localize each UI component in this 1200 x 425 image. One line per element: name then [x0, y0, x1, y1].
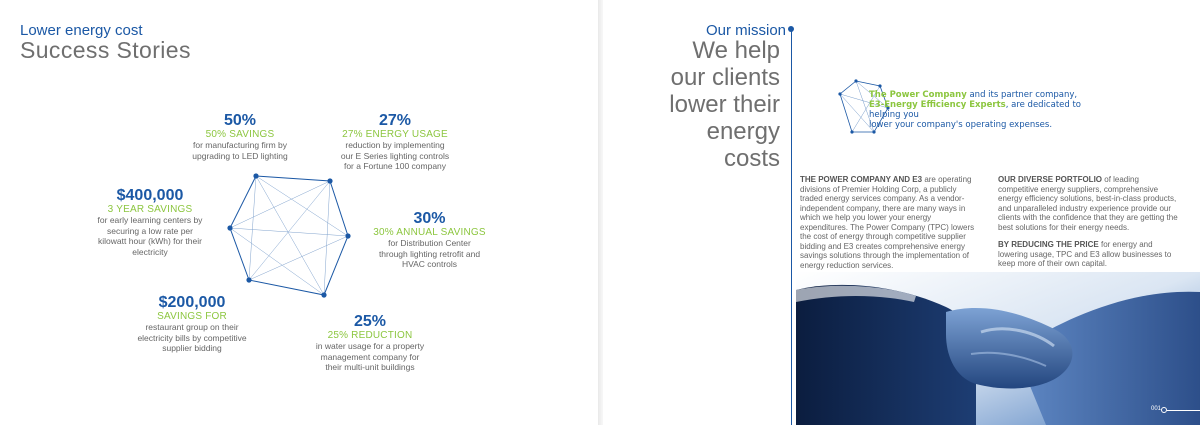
para-lead: OUR DIVERSE PORTFOLIO	[998, 175, 1103, 184]
stat-400000	[90, 187, 210, 257]
para-body: of leading competitive energy suppliers, comprehensive energy efficiency solutions, best-in-class products, and unparalleled industry experience provide our clients with the confidence that they are getting the best solutions for their energy needs.	[998, 175, 1178, 232]
para-lead: BY REDUCING THE PRICE	[998, 240, 1099, 249]
para-body: are operating divisions of Premier Holding Corp, a publicly traded energy services company. As a vendor-independent company, there are many ways in which we help you lower your energy expenditures. The Power Company (TPC) lowers the cost of energy through competitive supplier bidding and E3 creates comprehensive energy savings solutions through the implementation of energy reduction services.	[800, 175, 975, 270]
mission-title-line: our clients	[670, 64, 780, 91]
stat-tag: 30% ANNUAL SAVINGS	[373, 227, 486, 238]
stat-tag: 50% SAVINGS	[205, 129, 275, 140]
para-lead: THE POWER COMPANY AND E3	[800, 175, 923, 184]
stat-desc-line: for Distribution Center	[388, 238, 471, 248]
stat-25-percent	[300, 313, 440, 373]
stat-desc-line: upgrading to LED lighting	[192, 150, 288, 161]
stat-30-percent	[367, 210, 492, 270]
handshake-photo	[796, 272, 1200, 425]
mission-title-line: energy	[706, 118, 780, 145]
body-column-1	[800, 175, 980, 278]
stat-200000	[127, 294, 257, 354]
para-body: for energy and lowering usage, TPC and E3 allow businesses to keep more of their own capital.	[998, 240, 1172, 268]
stat-desc-line: kilowatt hour (kWh) for their	[98, 236, 202, 246]
stat-number: 30%	[413, 210, 446, 227]
stat-desc-line: management company for	[320, 351, 420, 362]
stat-tag: 25% REDUCTION	[327, 330, 413, 341]
stat-27-percent	[330, 112, 460, 172]
left-kicker: Lower energy cost	[20, 22, 143, 39]
stat-tag: SAVINGS FOR	[157, 311, 227, 322]
mission-title-line: costs	[723, 145, 780, 172]
intro-text: lower your company's operating expenses.	[869, 120, 1053, 130]
body-column-2	[998, 175, 1178, 277]
stat-desc-line: reduction by implementing	[345, 140, 445, 150]
stat-tag: 3 YEAR SAVINGS	[107, 204, 193, 215]
stat-desc-line: electricity	[132, 246, 168, 257]
mission-title	[580, 37, 780, 172]
stat-number: $200,000	[158, 294, 226, 311]
stat-number: $400,000	[116, 187, 184, 204]
stat-number: 25%	[353, 313, 387, 330]
stat-desc-line: supplier bidding	[162, 343, 222, 353]
intro-text: and its partner company,	[966, 90, 1078, 100]
stat-desc-line: for a Fortune 100 company	[343, 161, 447, 171]
stat-50-percent	[180, 112, 300, 161]
stat-desc-line: electricity bills by competitive	[137, 332, 247, 343]
stat-desc-line: our E Series lighting controls	[340, 150, 450, 161]
stat-desc-line: for early learning centers by	[97, 215, 203, 225]
stat-desc-line: HVAC controls	[401, 259, 458, 269]
stat-desc-line: securing a low rate per	[107, 225, 193, 236]
partner-name: E3-Energy Efficiency Experts	[869, 100, 1006, 110]
stat-tag: 27% ENERGY USAGE	[342, 129, 448, 140]
stat-desc-line: in water usage for a property	[315, 341, 425, 351]
stat-desc-line: their multi-unit buildings	[325, 362, 415, 372]
page-number: 001	[1151, 406, 1162, 412]
left-headline: Success Stories	[20, 37, 191, 63]
vertical-rule	[791, 30, 792, 425]
company-name: The Power Company	[869, 90, 967, 100]
intro-text: , are dedicated to helping you	[869, 100, 1082, 120]
mission-title-line: lower their	[669, 91, 780, 118]
intro-statement	[869, 90, 1109, 130]
page-number-line	[1167, 410, 1200, 411]
stat-desc-line: restaurant group on their	[145, 322, 239, 332]
mission-kicker: Our mission	[706, 22, 787, 39]
stat-desc-line: for manufacturing firm by	[192, 140, 287, 150]
mission-title-line: We help	[692, 37, 780, 64]
stat-number: 50%	[223, 112, 257, 129]
stat-number: 27%	[378, 112, 412, 129]
stat-desc-line: through lighting retrofit and	[378, 248, 481, 259]
